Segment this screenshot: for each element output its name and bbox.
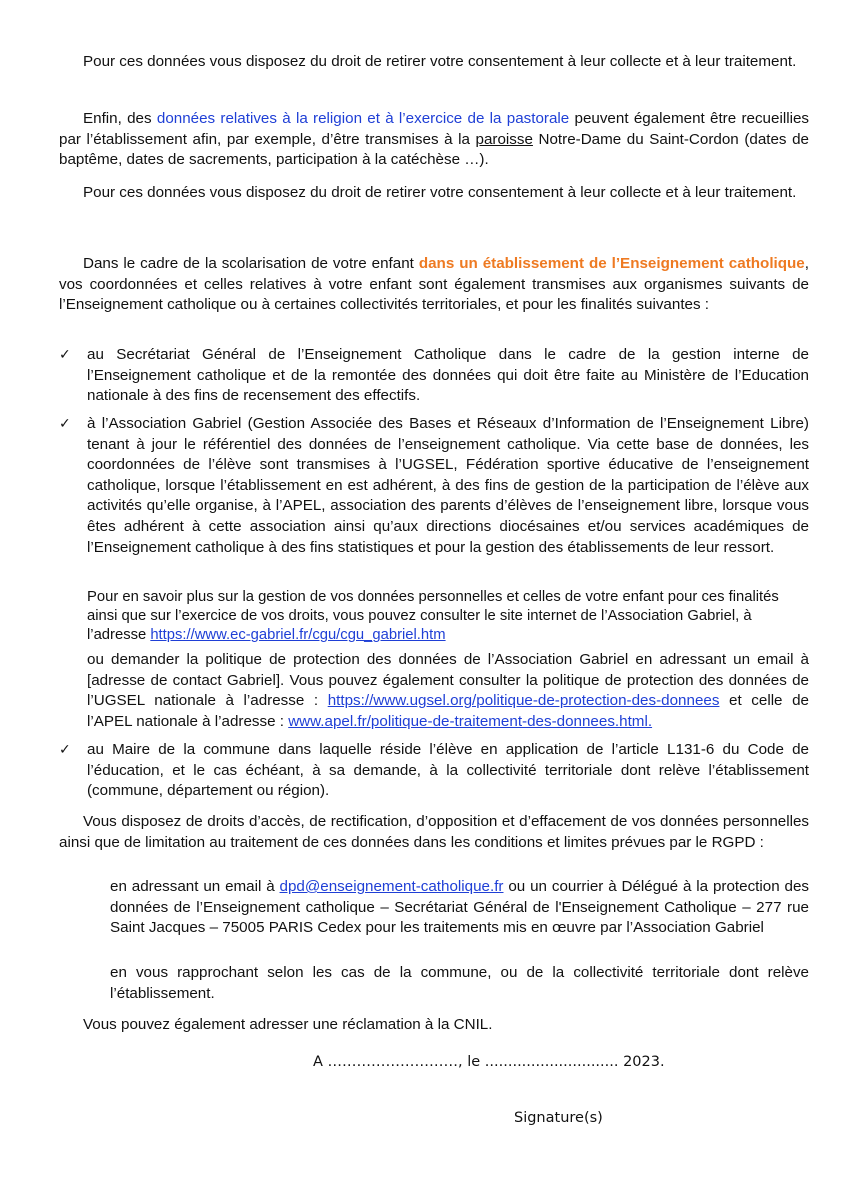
cnil-paragraph: Vous pouvez également adresser une réclamation à la CNIL. (83, 1016, 493, 1033)
ugsel-link[interactable]: https://www.ugsel.org/politique-de-protection-des-donnees (327, 692, 720, 710)
checkmark-icon: ✓ (59, 742, 71, 758)
bullet-gabriel: à l’Association Gabriel (Gestion Associée des Bases et Réseaux d’Information de l’Enseignement Libre) tenant à jour le référentiel des données de l’enseignement catholique. Via cette base de données, les coordonnées de l’élève sont transmises à l’UGSEL, Fédération sportive éducative de l’enseignement catholique, lorsque l’établissement en est adhérent, à des fins de gestion de la participation de l’élève aux activités qu’elle organise, à l’APEL, association des parents d’élèves de l’enseignement libre, lorsque vous êtes adhérent à cette association ainsi qu’aux directions diocésaines et/ou services académiques de l’Enseignement catholique à des fins statistiques et pour la gestion des établissements de leur ressort. (87, 415, 809, 556)
catholic-establishment-highlight: dans un établissement de l’Enseignement catholique (418, 255, 805, 272)
text-span: en adressant un email à (110, 878, 280, 895)
checkmark-icon: ✓ (59, 416, 71, 432)
gabriel-info-paragraph (87, 588, 809, 646)
bullet-maire: au Maire de la commune dans laquelle réside l’élève en application de l’article L131-6 du Code de l’éducation, et le cas échéant, à sa demande, à la collectivité territoriale dont relève l’établissement (commune, département ou région). (87, 741, 809, 800)
transmission-intro-paragraph (59, 254, 809, 316)
rights-paragraph: Vous disposez de droits d’accès, de rectification, d’opposition et d’effacement de vos données personnelles ainsi que de limitation au traitement de ces données dans les conditions et limites prévues par le RGPD : (59, 813, 809, 851)
protection-policy-paragraph (87, 650, 809, 732)
consent-paragraph-2: Pour ces données vous disposez du droit de retirer votre consentement à leur collecte et à leur traitement. (83, 184, 797, 201)
text-span: ou demander la politique de protection des données de l’Association Gabriel en adressant un email à [adresse de contact Gabriel]. Vous pouvez également consulter la politique de protection des données de l’UGSEL nationale à l’adresse : (87, 651, 809, 710)
place-date-line: A ………………………, le ............................. 2023. (313, 1054, 665, 1070)
text-span: Notre-Dame du Saint-Cordon (dates de baptême, dates de sacrements, participation à la catéchèse …). (59, 130, 809, 169)
paroisse-underlined: paroisse (475, 130, 533, 148)
text-span: et celle de l’APEL nationale à l’adresse : (87, 692, 809, 730)
text-span: , vos coordonnées et celles relatives à votre enfant sont également transmises aux organismes suivants de l’Enseignement catholique ou à certaines collectivités territoriales, et pour les finalités suivantes : (59, 255, 809, 314)
gabriel-link[interactable]: https://www.ec-gabriel.fr/cgu/cgu_gabriel.htm (150, 627, 446, 644)
checkmark-icon: ✓ (59, 347, 71, 363)
religion-paragraph (59, 109, 809, 171)
consent-paragraph-1: Pour ces données vous disposez du droit de retirer votre consentement à leur collecte et à leur traitement. (83, 53, 797, 70)
apel-link[interactable]: www.apel.fr/politique-de-traitement-des-donnees.html. (288, 712, 653, 730)
bullet-sgec: au Secrétariat Général de l’Enseignement Catholique dans le cadre de la gestion interne de l’Enseignement catholique et de la remontée des données qui doit être faite au Ministère de l’Education nationale à des fins de recensement des effectifs. (87, 346, 809, 405)
signature-label: Signature(s) (514, 1110, 603, 1126)
text-span: Enfin, des (83, 110, 157, 127)
dpd-email-link[interactable]: dpd@enseignement-catholique.fr (279, 878, 504, 895)
text-span: Dans le cadre de la scolarisation de votre enfant (83, 255, 419, 272)
religion-highlight: données relatives à la religion et à l’exercice de la pastorale (156, 110, 570, 127)
text-span: ou un courrier à Délégué à la protection des données de l’Enseignement catholique – Secrétariat Général de l'Enseignement Catholique – 277 rue Saint Jacques – 75005 PARIS Cedex pour les traitements mis en œuvre par l’Association Gabriel (110, 878, 809, 937)
text-span: Pour en savoir plus sur la gestion de vos données personnelles et celles de votre enfant pour ces finalités ainsi que sur l’exercice de vos droits, vous pouvez consulter le site internet de l’Association Gabriel, à l’adresse (87, 589, 779, 644)
rights-email-paragraph (110, 877, 809, 939)
text-span: peuvent également être recueillies par l’établissement afin, par exemple, d’être transmises à la (59, 110, 809, 148)
rights-commune-paragraph: en vous rapprochant selon les cas de la commune, ou de la collectivité territoriale dont relève l’établissement. (110, 964, 809, 1002)
